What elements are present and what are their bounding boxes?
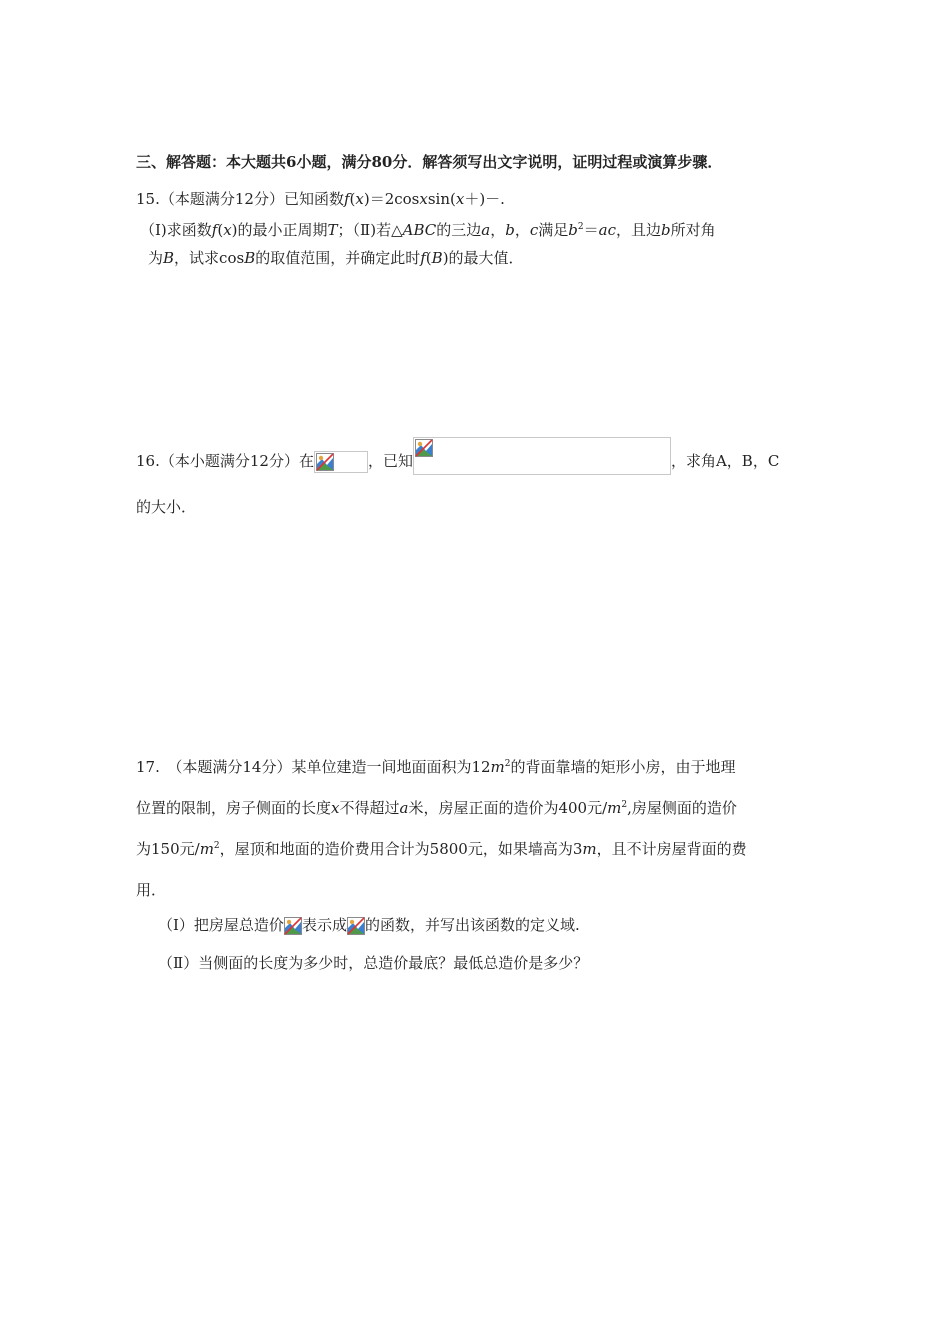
- section-header: 三、解答题：本大题共6小题，满分80分．解答须写出文字说明，证明过程或演算步骤．: [136, 153, 723, 171]
- broken-image-icon: [413, 437, 671, 475]
- q15-line2: （Ⅰ)求函数f(x)的最小正周期T；（Ⅱ)若△ABC的三边a，b，c满足$b^2=ac$，且边b所对角: [140, 221, 716, 239]
- q16-line2: 的大小．: [136, 498, 197, 516]
- q17-line3: 为150元$/m^2$，屋顶和地面的造价费用合计为5800元，如果墙高为3m，且不计房屋背面的费: [136, 840, 747, 858]
- q17-line4: 用．: [136, 881, 167, 899]
- q17-line1: 17. （本题满分14分）某单位建造一间地面面积为$12m^2$的背面靠墙的矩形小房，由于地理: [136, 758, 736, 776]
- q17-part2: （Ⅱ）当侧面的长度为多少时，总造价最底？最低总造价是多少？: [158, 954, 589, 972]
- broken-image-icon: [284, 917, 302, 935]
- q17-part1: （Ⅰ）把房屋总造价 表示成 的函数，并写出该函数的定义域.: [158, 916, 580, 934]
- q17-line2: 位置的限制，房子侧面的长度x不得超过a米，房屋正面的造价为400元$/m^2$,房屋侧面的造价: [136, 799, 737, 817]
- q15-line3: 为B，试求cosB的取值范围，并确定此时f(B)的最大值．: [148, 249, 524, 267]
- q15-line1: 15.（本题满分12分）已知函数f(x)＝2cosxsin(x＋)－.: [136, 190, 505, 208]
- broken-image-icon: [314, 451, 368, 473]
- q16-line1: 16.（本小题满分12分）在 ，已知 ，求角A，B，C: [136, 437, 779, 475]
- broken-image-icon: [347, 917, 365, 935]
